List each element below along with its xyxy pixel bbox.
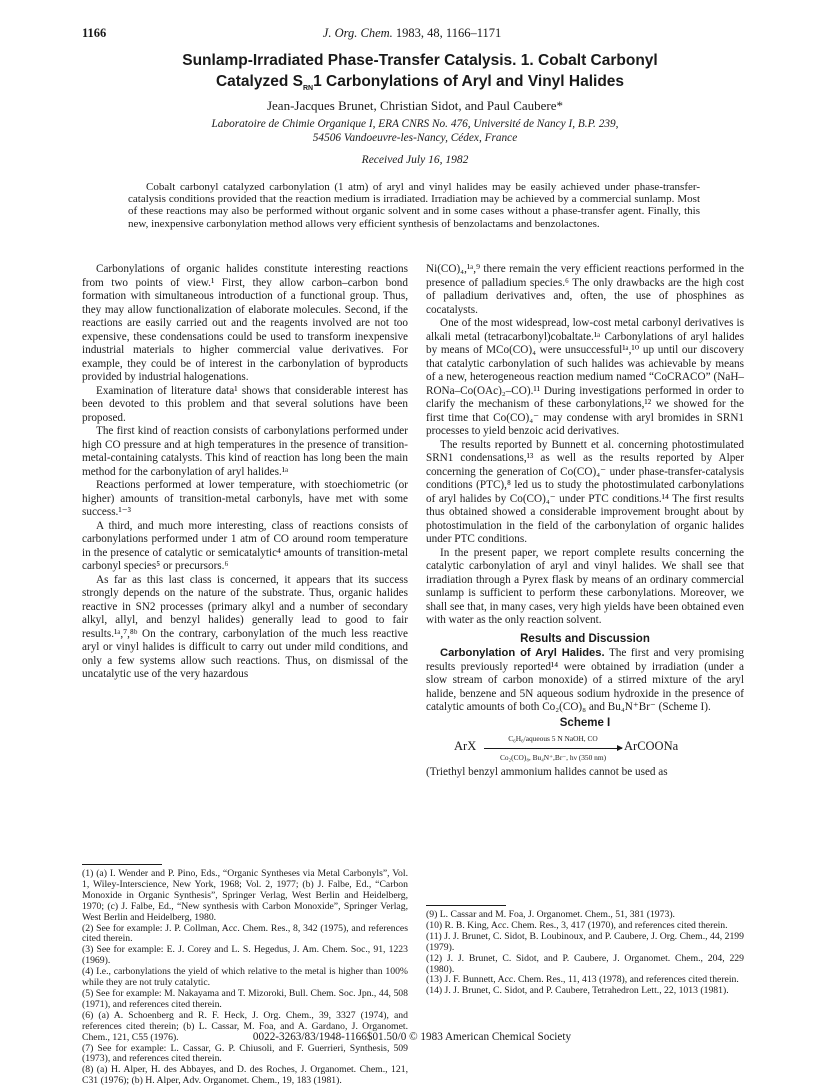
footnote: (14) J. J. Brunet, C. Sidot, and P. Caubere, Tetrahedron Lett., 22, 1013 (1981).: [426, 985, 729, 997]
runin-heading: Carbonylation of Aryl Halides.: [440, 647, 605, 659]
citation-text: 1983, 48, 1166–1171: [392, 26, 502, 40]
paragraph-text: The first and very promising results previously reported¹⁴ were obtained by irradiation (under a slow stream of carbon monoxide) of a stirred mixture of the aryl halide, benzene and 5N aqueous sodium hydroxide in the presence of catalytic amounts of both Co₂(CO)₈ and Bu₄N⁺Br⁻ (Scheme I).: [426, 647, 744, 713]
affiliation: [100, 118, 730, 145]
footnote: (8) (a) H. Alper, H. des Abbayes, and D. des Roches, J. Organomet. Chem., 121, C31 (1976); (b) H. Alper, Adv. Organomet. Chem., 19, 183 (1981).: [82, 1064, 408, 1087]
footnote: (6) (a) A. Schoenberg and R. F. Heck, J. Org. Chem., 39, 3327 (1974), and references cited therein; (b) L. Cassar, M. Foa, and A. Gardano, J. Organomet. Chem., 121, C55 (1976).: [82, 1009, 408, 1043]
footnote: (12) J. J. Brunet, C. Sidot, and P. Caubere, J. Organomet. Chem., 204, 229 (1980).: [426, 952, 744, 975]
footnote: (7) See for example: L. Cassar, G. P. Chiusoli, and F. Guerrieri, Synthesis, 509 (1973), and references cited therein.: [82, 1042, 408, 1065]
journal-name: J. Org. Chem.: [322, 26, 393, 40]
footnote: (1) (a) I. Wender and P. Pino, Eds., “Organic Syntheses via Metal Carbonyls”, Vol. 1, Wiley-Interscience, New York, 1968; Vol. 2, 1977; (b) J. Falbe, Ed., “Carbon Monoxide in Organic Synthesis”, Springer Verlag, West Berlin and Heidelberg, 1970; (c) J. Falbe, Ed., “New synthesis with Carbon Monoxide”, Springer Verlag, West Berlin and Heidelberg, 1980.: [82, 868, 408, 923]
author-list: Jean-Jacques Brunet, Christian Sidot, and Paul Caubere*: [266, 98, 564, 113]
paragraph: [426, 647, 744, 715]
title-subscript: RN: [302, 85, 314, 93]
title-line-1: Sunlamp-Irradiated Phase-Transfer Catalysis. 1. Cobalt Carbonyl: [182, 52, 658, 69]
title-part: Catalyzed S: [215, 73, 303, 90]
reaction-arrow-icon: [484, 748, 622, 749]
footnotes-right: [426, 910, 744, 997]
footnote: (10) R. B. King, Acc. Chem. Res., 3, 417 (1970), and references cited therein.: [426, 919, 728, 931]
paragraph: (Triethyl benzyl ammonium halides cannot be used as: [426, 766, 668, 778]
paragraph: In the present paper, we report complete results concerning the catalytic carbonylation of aryl and vinyl halides. We shall see that irradiation through a Pyrex flask by means of an ordinary commercial sunlamp is sufficient to perform these carbonylations. Moreover, we shall see that, in many cases, very high yields have been obtained even with water as the only reaction solvent.: [426, 546, 744, 626]
affiliation-line: 54506 Vandoeuvre-les-Nancy, Cédex, France: [312, 131, 518, 144]
paragraph: Ni(CO)₄,¹ᵃ,⁹ there remain the very efficient reactions performed in the presence of palladium species.⁶ The only drawbacks are the high cost of palladium derivatives and, often, the use of phosphines as cocatalysts.: [426, 263, 744, 316]
footnote: (2) See for example: J. P. Collman, Acc. Chem. Res., 8, 342 (1975), and references cited therein.: [82, 922, 408, 945]
title-line-2: [120, 71, 720, 92]
paragraph: The results reported by Bunnett et al. concerning photostimulated SRN1 condensations,¹³ as well as the results reported by Alper concerning the generation of Co(CO)₄⁻ under phase-transfer-catalysis conditions (PTC),⁸ led us to study the photostimulated carbonylations of aryl halides by Co(CO)₄⁻ under PTC conditions.¹⁴ The first results thus obtained showed a considerable improvement brought about by photostimulation in the field of the carbonylation of organic halides under PTC conditions.: [426, 438, 744, 545]
footnote: (4) I.e., carbonylations the yield of which relative to the metal is higher than 100% while they are not truly catalytic.: [82, 966, 408, 989]
footnote: (5) See for example: M. Nakayama and T. Mizoroki, Bull. Chem. Soc. Jpn., 44, 508 (1971), and references cited therein.: [82, 987, 408, 1010]
paragraph: Examination of literature data¹ shows that considerable interest has been devoted to this problem and that several solutions have been proposed.: [82, 384, 408, 424]
paragraph: One of the most widespread, low-cost metal carbonyl derivatives is alkali metal (tetracarbonyl)cobaltate.¹ᵃ Carbonylations of aryl halides by means of MCo(CO)₄ were unsuccessful¹ᵃ,¹⁰ up until our discovery that catalytic carbonylation of such halides was achievable by means of a new, heterogeneous reaction medium named “CoCRACO” (NaH–RONa–Co(OAc)₂–CO).¹¹ During investigations performed in order to clarify the mechanism of these carbonylations,¹² we showed for the first time that Co(CO)₄⁻ may condense with aryl bromides in SRN1 processes to yield benzoic acid derivatives.: [426, 317, 744, 437]
footnote-divider: [426, 905, 506, 906]
paragraph: As far as this last class is concerned, it appears that its success strongly depends on the nature of the substrate. Thus, organic halides reactive in SN2 processes (primary alkyl and a number of secondary alkyl, allyl, and benzyl halides) generally lead to good to fair results.¹ᵃ,⁷,⁸ᵇ On the contrary, carbonylation of the much less reactive aryl or vinyl halides is difficult to carry out under mild conditions, and only a few systems allow such reactions. Thus, on dismissal of the uncatalytic use of the very hazardous: [82, 573, 408, 680]
title-part: 1 Carbonylations of Aryl and Vinyl Halides: [313, 73, 625, 90]
footnotes-left: [82, 869, 408, 1087]
paragraph: A third, and much more interesting, class of reactions consists of carbonylations performed under 1 atm of CO around room temperature in the presence of catalytic or semicatalytic⁴ amounts of transition-metal carbonyl species⁵ or precursors.⁶: [82, 519, 408, 572]
section-heading: Results and Discussion: [520, 632, 650, 645]
left-column: [82, 263, 408, 682]
journal-citation: [82, 26, 742, 41]
running-header: [82, 26, 742, 42]
scheme-product: ArCOONa: [624, 739, 679, 753]
scheme-conditions-below: Co₂(CO)₈, Bu₄N⁺,Br⁻, hν (350 nm): [499, 753, 607, 762]
affiliation-line: Laboratoire de Chimie Organique I, ERA CNRS No. 476, Université de Nancy I, B.P. 239,: [211, 118, 619, 130]
footnote: (13) J. F. Bunnett, Acc. Chem. Res., 11, 413 (1978), and references cited therein.: [426, 974, 739, 986]
paragraph: The first kind of reaction consists of carbonylations performed under high CO pressure and at high temperatures in the presence of transition-metal-containing catalysts. This kind of reaction has long been the main method for the carbonylation of aryl halides.¹ᵃ: [82, 425, 408, 478]
scheme-title: Scheme I: [559, 716, 611, 729]
footnote-divider: [82, 864, 162, 865]
scheme-reactant: ArX: [454, 739, 477, 753]
right-column: [426, 263, 744, 780]
article-title: [120, 50, 720, 92]
paragraph: Carbonylations of organic halides constitute interesting reactions from two points of view.¹ First, they allow carbon–carbon bond formation with simultaneous introduction of a functional group. Thus, they may allow functionalization of elaborate molecules. Second, if the reactions are easily carried out and the reagents involved are not too expensive, these condensations could be used to transform inexpensive industrial materials to higher commercial value derivatives. For example, they could be of interest in the carbonylation of byproducts provided by industrial halogenations.: [82, 263, 408, 383]
footnote: (11) J. J. Brunet, C. Sidot, B. Loubinoux, and P. Caubere, J. Org. Chem., 44, 2199 (1979).: [426, 930, 744, 953]
scheme-conditions-above: C₆H₆/aqueous 5 N NaOH, CO: [508, 734, 598, 743]
received-date: Received July 16, 1982: [361, 154, 469, 166]
paragraph: Reactions performed at lower temperature, with stoechiometric (or higher) amounts of transition-metal carbonyls, have met with some success.¹⁻³: [82, 479, 408, 518]
abstract: Cobalt carbonyl catalyzed carbonylation (1 atm) of aryl and vinyl halides may be easily achieved under phase-transfer-catalysis conditions provided that the reaction medium is irradiated. Irradiation may be achieved by a commercial sunlamp. Most of these reactions may also be performed without organic solvent and in some cases without a phase-transfer agent. Finally, this new, inexpensive carbonylation method allows very efficient synthesis of benzolactams and benzolactones.: [128, 181, 700, 230]
page-footer: 0022-3263/83/1948-1166$01.50/0 © 1983 American Chemical Society: [252, 1031, 572, 1043]
reaction-scheme: [426, 732, 744, 762]
footnote: (3) See for example: E. J. Corey and L. S. Hegedus, J. Am. Chem. Soc., 91, 1223 (1969).: [82, 944, 408, 967]
footnote: (9) L. Cassar and M. Foa, J. Organomet. Chem., 51, 381 (1973).: [426, 909, 675, 920]
page-number: 1166: [82, 26, 107, 40]
